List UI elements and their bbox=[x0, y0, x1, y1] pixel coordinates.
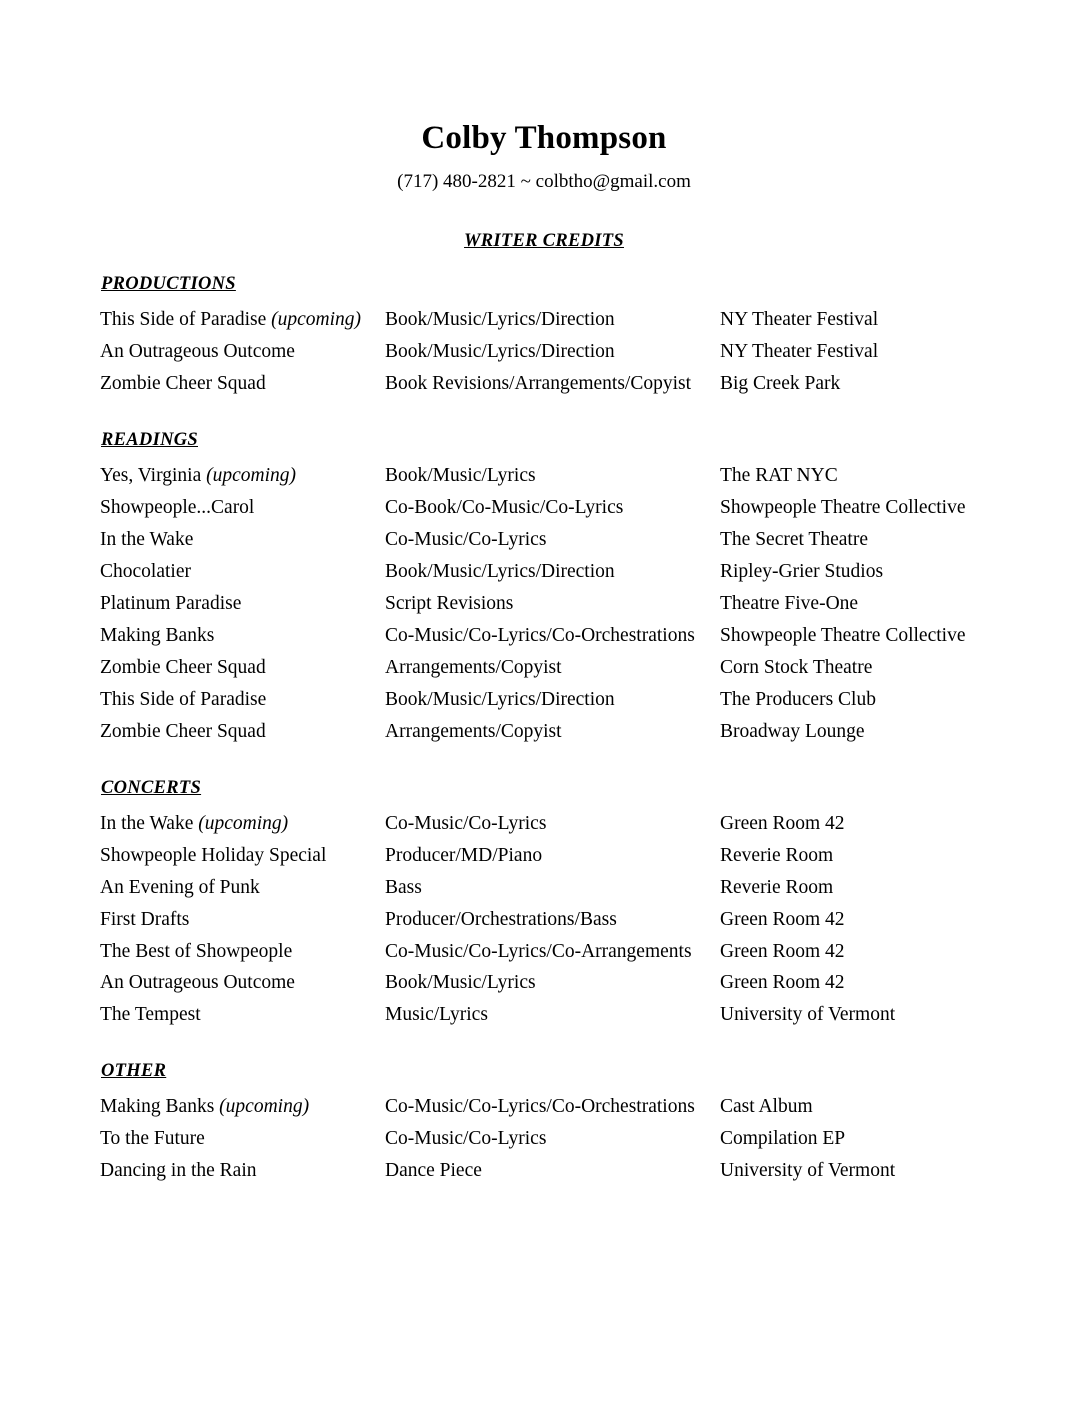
table-row bbox=[100, 460, 1080, 492]
contact-line: (717) 480-2821 ~ colbtho@gmail.com bbox=[397, 171, 691, 192]
credits-table bbox=[100, 304, 1080, 400]
table-row bbox=[100, 556, 1080, 588]
credit-title: Zombie Cheer Squad bbox=[100, 720, 266, 742]
credit-title-cell bbox=[100, 1155, 385, 1187]
table-row bbox=[100, 872, 1080, 904]
table-row bbox=[100, 967, 1080, 999]
credit-title: Zombie Cheer Squad bbox=[100, 372, 266, 394]
table-row bbox=[100, 588, 1080, 620]
table-row bbox=[100, 684, 1080, 716]
credit-title: To the Future bbox=[100, 1128, 205, 1150]
credit-role: Book/Music/Lyrics/Direction bbox=[385, 688, 615, 710]
credits-section bbox=[100, 778, 988, 1032]
credit-venue: NY Theater Festival bbox=[720, 309, 879, 330]
credit-venue: Compilation EP bbox=[720, 1128, 846, 1150]
credit-title-cell bbox=[100, 304, 385, 336]
credit-title-cell bbox=[100, 1091, 385, 1123]
credit-title-cell bbox=[100, 716, 385, 748]
table-row bbox=[100, 999, 1080, 1031]
credit-title: In the Wake bbox=[100, 812, 194, 834]
credit-title: This Side of Paradise bbox=[100, 688, 267, 710]
credit-venue: Cast Album bbox=[720, 1096, 813, 1118]
credit-role: Script Revisions bbox=[385, 592, 514, 614]
table-row bbox=[100, 936, 1080, 968]
credit-role: Arrangements/Copyist bbox=[385, 656, 562, 678]
credit-venue: Theatre Five-One bbox=[720, 592, 859, 614]
section-heading: READINGS bbox=[101, 429, 198, 450]
credit-title-cell bbox=[100, 620, 385, 652]
credit-title: Chocolatier bbox=[100, 560, 191, 582]
credit-title-cell bbox=[100, 684, 385, 716]
credit-role: Producer/MD/Piano bbox=[385, 844, 543, 866]
credit-title-cell bbox=[100, 524, 385, 556]
table-row bbox=[100, 652, 1080, 684]
credit-venue: Green Room 42 bbox=[720, 812, 845, 834]
table-row bbox=[100, 840, 1080, 872]
credit-role: Book/Music/Lyrics/Direction bbox=[385, 340, 615, 362]
credit-title: First Drafts bbox=[100, 908, 190, 930]
credits-table bbox=[100, 808, 1080, 1032]
credit-role: Co-Music/Co-Lyrics bbox=[385, 528, 547, 550]
credit-title-cell bbox=[100, 652, 385, 684]
table-row bbox=[100, 1091, 1080, 1123]
credit-role: Book/Music/Lyrics bbox=[385, 464, 536, 486]
credit-title: An Outrageous Outcome bbox=[100, 972, 295, 994]
credit-title: Zombie Cheer Squad bbox=[100, 656, 266, 678]
credit-title-cell bbox=[100, 904, 385, 936]
credit-venue: Ripley-Grier Studios bbox=[720, 560, 884, 582]
credit-venue: The Producers Club bbox=[720, 688, 876, 710]
credit-venue: The RAT NYC bbox=[720, 464, 838, 486]
page-title: Colby Thompson bbox=[421, 120, 667, 156]
credit-title: An Outrageous Outcome bbox=[100, 340, 295, 362]
table-row bbox=[100, 904, 1080, 936]
credit-title-cell bbox=[100, 336, 385, 368]
credits-table bbox=[100, 460, 1080, 748]
credit-venue: The Secret Theatre bbox=[720, 528, 868, 550]
credit-note: (upcoming) bbox=[271, 309, 362, 330]
credit-title: Platinum Paradise bbox=[100, 592, 242, 614]
credit-role: Bass bbox=[385, 876, 422, 898]
credit-role: Book Revisions/Arrangements/Copyist bbox=[385, 372, 692, 394]
credit-venue: Corn Stock Theatre bbox=[720, 656, 873, 678]
credit-title: The Best of Showpeople bbox=[100, 940, 293, 962]
table-row bbox=[100, 716, 1080, 748]
credit-title-cell bbox=[100, 840, 385, 872]
credit-role: Co-Music/Co-Lyrics/Co-Orchestrations bbox=[385, 1096, 695, 1118]
credit-role: Producer/Orchestrations/Bass bbox=[385, 908, 617, 930]
table-row bbox=[100, 492, 1080, 524]
table-row bbox=[100, 368, 1080, 400]
table-row bbox=[100, 620, 1080, 652]
credit-venue: University of Vermont bbox=[720, 1160, 896, 1182]
credit-title-cell bbox=[100, 460, 385, 492]
credit-venue: Reverie Room bbox=[720, 876, 834, 898]
section-heading: OTHER bbox=[101, 1061, 167, 1082]
credit-venue: Big Creek Park bbox=[720, 372, 841, 394]
credit-venue: Broadway Lounge bbox=[720, 720, 865, 742]
table-row bbox=[100, 808, 1080, 840]
table-row bbox=[100, 336, 1080, 368]
credit-title-cell bbox=[100, 556, 385, 588]
credit-venue: Showpeople Theatre Collective bbox=[720, 496, 966, 518]
credit-venue: Green Room 42 bbox=[720, 908, 845, 930]
credit-role: Book/Music/Lyrics/Direction bbox=[385, 309, 615, 330]
credit-venue: Green Room 42 bbox=[720, 972, 845, 994]
credit-title-cell bbox=[100, 936, 385, 968]
document-section-title: WRITER CREDITS bbox=[464, 231, 624, 251]
credit-role: Co-Music/Co-Lyrics bbox=[385, 812, 547, 834]
credits-section bbox=[100, 274, 988, 400]
credit-venue: Reverie Room bbox=[720, 844, 834, 866]
credit-title: Showpeople Holiday Special bbox=[100, 844, 327, 866]
credit-role: Arrangements/Copyist bbox=[385, 720, 562, 742]
credit-title: An Evening of Punk bbox=[100, 876, 260, 898]
credit-venue: NY Theater Festival bbox=[720, 340, 879, 362]
table-row bbox=[100, 304, 1080, 336]
section-heading: CONCERTS bbox=[101, 777, 202, 798]
credit-role: Dance Piece bbox=[385, 1160, 482, 1182]
table-row bbox=[100, 1123, 1080, 1155]
credit-title-cell bbox=[100, 368, 385, 400]
credit-role: Co-Music/Co-Lyrics bbox=[385, 1128, 547, 1150]
credit-title-cell bbox=[100, 967, 385, 999]
credit-role: Music/Lyrics bbox=[385, 1004, 488, 1026]
credit-title-cell bbox=[100, 588, 385, 620]
credit-title: Making Banks bbox=[100, 624, 215, 646]
sections-container bbox=[100, 274, 988, 1187]
table-row bbox=[100, 1155, 1080, 1187]
credit-venue: Green Room 42 bbox=[720, 940, 845, 962]
credits-section bbox=[100, 430, 988, 748]
credit-role: Co-Book/Co-Music/Co-Lyrics bbox=[385, 496, 624, 518]
credit-note: (upcoming) bbox=[219, 1096, 310, 1118]
section-heading: PRODUCTIONS bbox=[101, 274, 236, 294]
credit-title: This Side of Paradise bbox=[100, 309, 267, 330]
credit-title: Dancing in the Rain bbox=[100, 1160, 257, 1182]
table-row bbox=[100, 524, 1080, 556]
credits-section bbox=[100, 1061, 988, 1187]
credit-title: In the Wake bbox=[100, 528, 194, 550]
credit-venue: Showpeople Theatre Collective bbox=[720, 624, 966, 646]
credit-venue: University of Vermont bbox=[720, 1004, 896, 1026]
credit-role: Co-Music/Co-Lyrics/Co-Arrangements bbox=[385, 940, 692, 962]
credit-role: Book/Music/Lyrics bbox=[385, 972, 536, 994]
credit-role: Co-Music/Co-Lyrics/Co-Orchestrations bbox=[385, 624, 695, 646]
credits-table bbox=[100, 1091, 1080, 1187]
credit-role: Book/Music/Lyrics/Direction bbox=[385, 560, 615, 582]
credit-title-cell bbox=[100, 999, 385, 1031]
credit-title-cell bbox=[100, 492, 385, 524]
credit-title-cell bbox=[100, 1123, 385, 1155]
credit-title: Yes, Virginia bbox=[100, 464, 202, 486]
credit-note: (upcoming) bbox=[206, 464, 297, 486]
credit-title-cell bbox=[100, 872, 385, 904]
credit-title: The Tempest bbox=[100, 1004, 201, 1026]
credit-title: Making Banks bbox=[100, 1096, 215, 1118]
credit-note: (upcoming) bbox=[198, 812, 289, 834]
credit-title: Showpeople...Carol bbox=[100, 496, 255, 518]
credit-title-cell bbox=[100, 808, 385, 840]
